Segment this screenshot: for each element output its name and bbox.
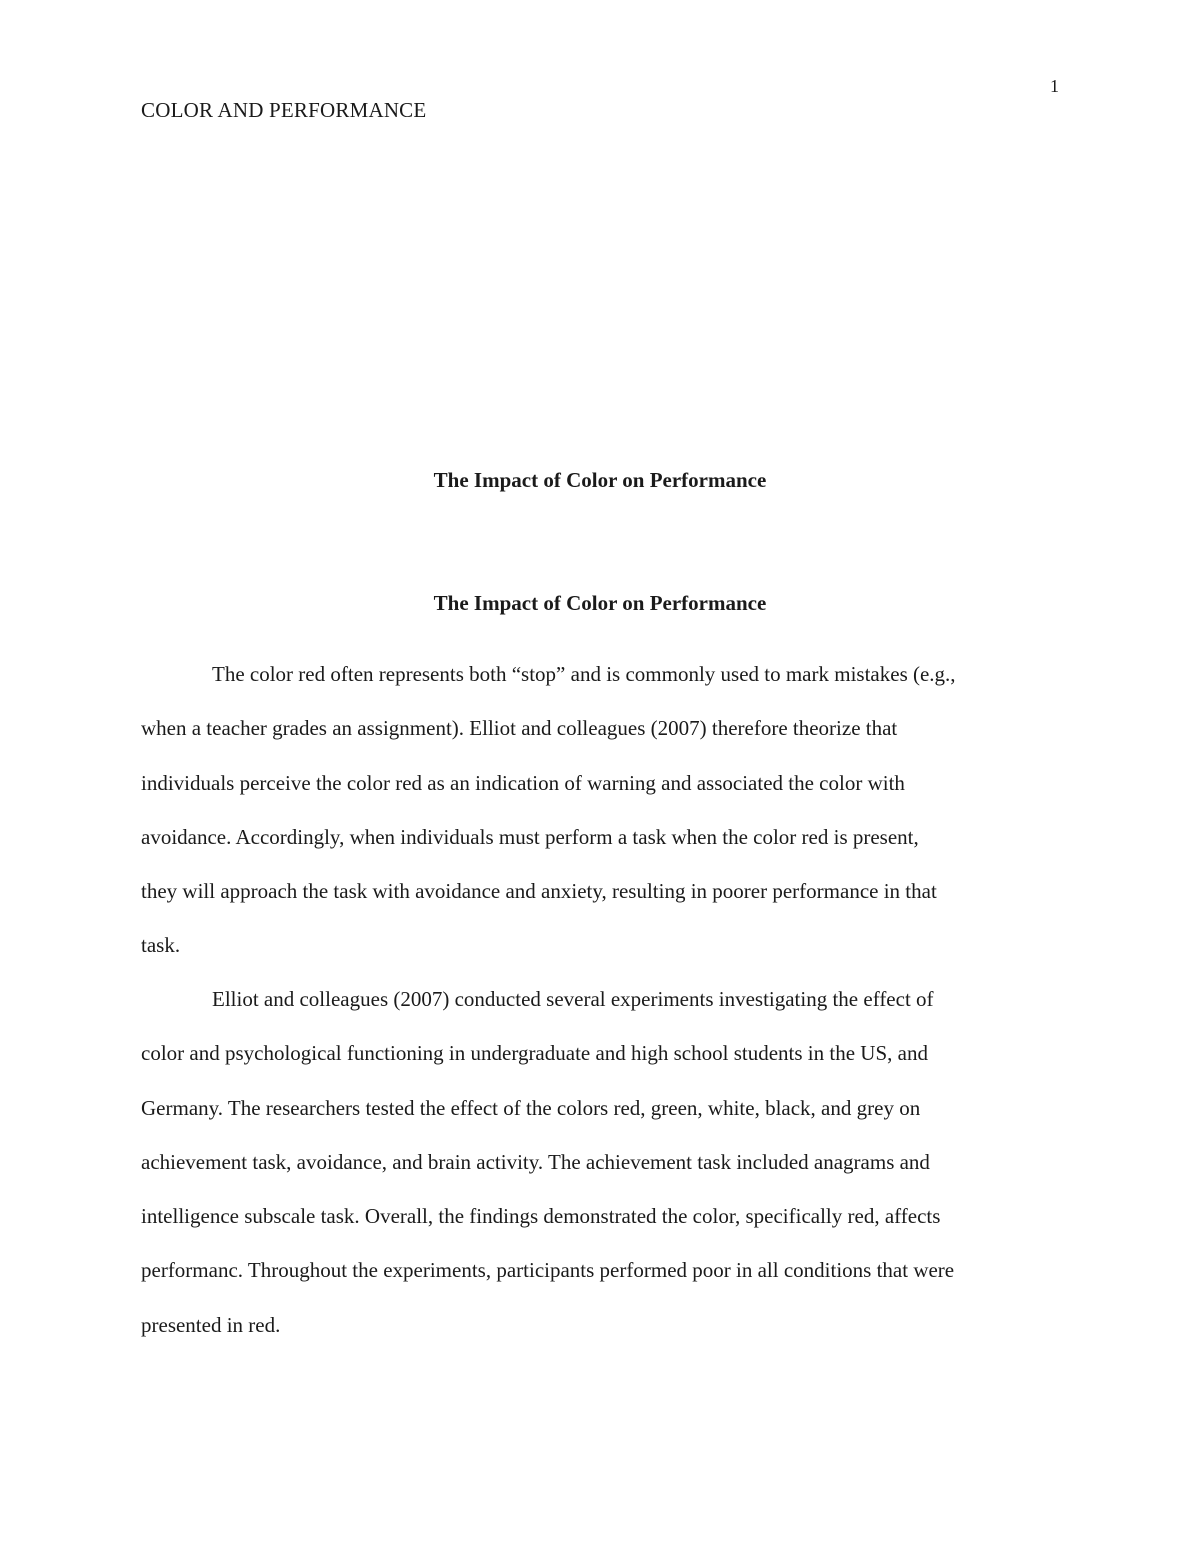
paragraph-line: performanc. Throughout the experiments, participants performed poor in all conditions that were (141, 1258, 955, 1283)
paragraph-line: task. (141, 933, 181, 958)
paragraph-2 (141, 972, 1059, 1352)
paper-title: The Impact of Color on Performance (433, 468, 767, 492)
paragraph-line: they will approach the task with avoidance and anxiety, resulting in poorer performance in that (141, 879, 937, 904)
paragraph-line: Germany. The researchers tested the effect of the colors red, green, white, black, and grey on (141, 1095, 921, 1120)
page-number: 1 (1050, 76, 1059, 96)
paragraph-line: achievement task, avoidance, and brain activity. The achievement task included anagrams and (141, 1149, 930, 1174)
paragraph-1 (141, 647, 1059, 973)
paragraph-line: The color red often represents both “stop” and is commonly used to mark mistakes (e.g., (212, 662, 956, 686)
paragraph-line: color and psychological functioning in undergraduate and high school students in the US, and (141, 1041, 928, 1066)
paragraph-line: avoidance. Accordingly, when individuals must perform a task when the color red is present, (141, 824, 919, 849)
body-title: The Impact of Color on Performance (433, 591, 767, 615)
paragraph-line: when a teacher grades an assignment). Elliot and colleagues (2007) therefore theorize that (141, 716, 898, 741)
paragraph-line: Elliot and colleagues (2007) conducted several experiments investigating the effect of (212, 987, 934, 1011)
paragraph-line: individuals perceive the color red as an indication of warning and associated the color with (141, 770, 905, 795)
paragraph-line: presented in red. (141, 1312, 281, 1337)
running-head: COLOR AND PERFORMANCE (141, 98, 427, 122)
paragraph-line: intelligence subscale task. Overall, the findings demonstrated the color, specifically red, affects (141, 1204, 941, 1229)
